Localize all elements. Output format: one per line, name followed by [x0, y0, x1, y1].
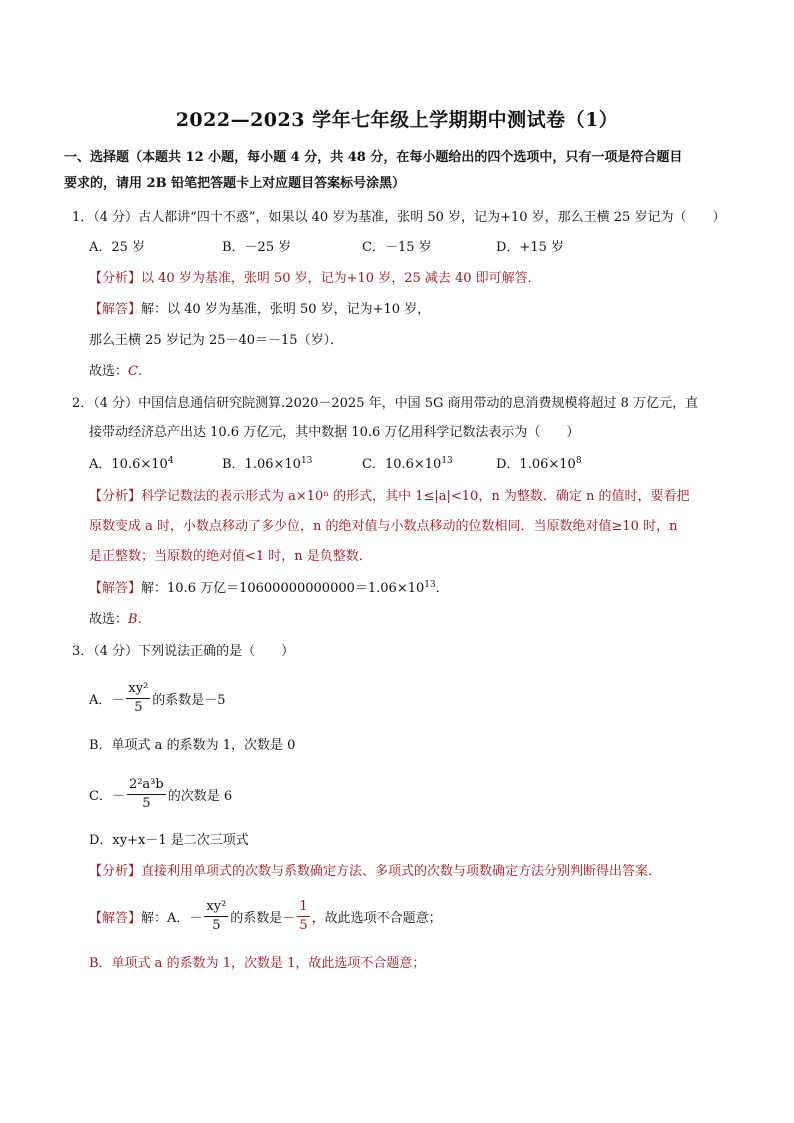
q1-answer-line1	[89, 299, 430, 321]
q1-option-c: C．－15 岁	[362, 240, 432, 255]
answer-tag: 【解答】	[89, 302, 142, 317]
q3-option-d: D．xy+x－1 是二次三项式	[89, 833, 249, 848]
q2-option-b: B．$1.06\times 10^{13}$	[222, 456, 313, 472]
q3-analysis	[89, 861, 661, 883]
q3-option-c-fraction: $\frac{\text{2²a³b}}{5}$	[128, 777, 164, 811]
q3-option-c: C．－ $\frac{\text{2²a³b}}{5}$ 的次数是 6	[89, 777, 233, 811]
q1-option-d: D．+15 岁	[496, 240, 564, 255]
q2-option-a: A．$10.6\times 10^4$	[89, 456, 174, 472]
q1-answer-line2: 那么王横 25 岁记为 25－40＝－15（岁）．	[89, 333, 344, 348]
analysis-tag: 【分析】	[89, 864, 142, 879]
q3-answer-b: B．单项式 a 的系数为 1，次数是 1，故此选项不合题意；	[89, 956, 426, 971]
q1-answer-text1: 解：以 40 岁为基准，张明 50 岁，记为+10 岁，	[141, 302, 431, 317]
q2-analysis-line3: 是正整数；当原数的绝对值<1 时，n 是负整数．	[89, 549, 372, 564]
q3-option-a-fraction: $\frac{\text{xy²}}{5}$	[128, 681, 149, 715]
q3-answer-a-fraction: $\frac{\text{xy²}}{5}$	[206, 899, 227, 933]
page-title: 2022—2023 学年七年级上学期期中测试卷（1）	[175, 109, 619, 131]
analysis-tag: 【分析】	[89, 271, 142, 286]
q2-option-c: C．$10.6\times 10^{13}$	[362, 456, 453, 472]
q1-option-a: A．25 岁	[89, 240, 146, 255]
q2-analysis-line2: 原数变成 a 时，小数点移动了多少位，n 的绝对值与小数点移动的位数相同．当原数绝对值≥10 时，n	[89, 519, 678, 534]
q3-option-b: B．单项式 a 的系数为 1，次数是 0	[89, 738, 296, 753]
answer-tag: 【解答】	[89, 581, 142, 596]
q3-option-a: A．－ $\frac{\text{xy²}}{5}$ 的系数是－5	[89, 681, 226, 715]
section-heading-line2: 要求的，请用 2B 铅笔把答题卡上对应题目答案标号涂黑）	[64, 176, 406, 191]
choice-prefix: 故选：	[89, 612, 129, 627]
q2-choice-letter: B．	[128, 612, 151, 627]
q2-analysis-line1	[89, 486, 689, 508]
q1-option-b: B．－25 岁	[222, 240, 292, 255]
q3-stem: 3．（4 分）下列说法正确的是（ ）	[72, 644, 295, 659]
q1-choice	[89, 361, 151, 383]
q2-analysis-text1: 科学记数法的表示形式为 a×10ⁿ 的形式，其中 1≤|a|<10，n 为整数．确定 n 的值时，要看把	[141, 489, 690, 504]
analysis-tag: 【分析】	[89, 489, 142, 504]
q2-choice	[89, 609, 151, 631]
q2-stem-line1: 2．（4 分）中国信息通信研究院测算.2020－2025 年，中国 5G 商用带动的息消费规模将超过 8 万亿元，直	[72, 396, 699, 411]
q2-answer: 【解答】解：10.6 万亿$=10600000000000=1.06\times 10^{13}$．	[89, 580, 449, 596]
q3-answer-a: 【解答】解：A．－ $\frac{\text{xy²}}{5}$ 的系数是－ $\frac{1}{5}$ ，故此选项不合题意；	[89, 899, 442, 933]
section-heading-line1: 一、选择题（本题共 12 小题，每小题 4 分，共 48 分，在每小题给出的四个选项中，只有一项是符合题目	[64, 150, 683, 165]
q1-analysis-text: 以 40 岁为基准，张明 50 岁，记为+10 岁，25 减去 40 即可解答．	[141, 271, 541, 286]
q1-stem: 1．（4 分）古人都讲“四十不惑”，如果以 40 岁为基准，张明 50 岁，记为+10 岁，那么王横 25 岁记为（ ）	[72, 210, 726, 225]
q3-answer-a-fraction-2: $\frac{1}{5}$	[299, 899, 308, 933]
choice-prefix: 故选：	[89, 364, 129, 379]
q2-stem-line2: 接带动经济总产出达 10.6 万亿元，其中数据 10.6 万亿用科学记数法表示为（ ）	[89, 425, 580, 440]
q1-choice-letter: C．	[128, 364, 151, 379]
answer-tag: 【解答】	[89, 911, 142, 926]
q3-analysis-text: 直接利用单项式的次数与系数确定方法、多项式的次数与项数确定方法分别判断得出答案．	[141, 864, 662, 879]
q2-option-d: D．$1.06\times 10^8$	[496, 456, 582, 472]
q1-analysis	[89, 268, 541, 290]
